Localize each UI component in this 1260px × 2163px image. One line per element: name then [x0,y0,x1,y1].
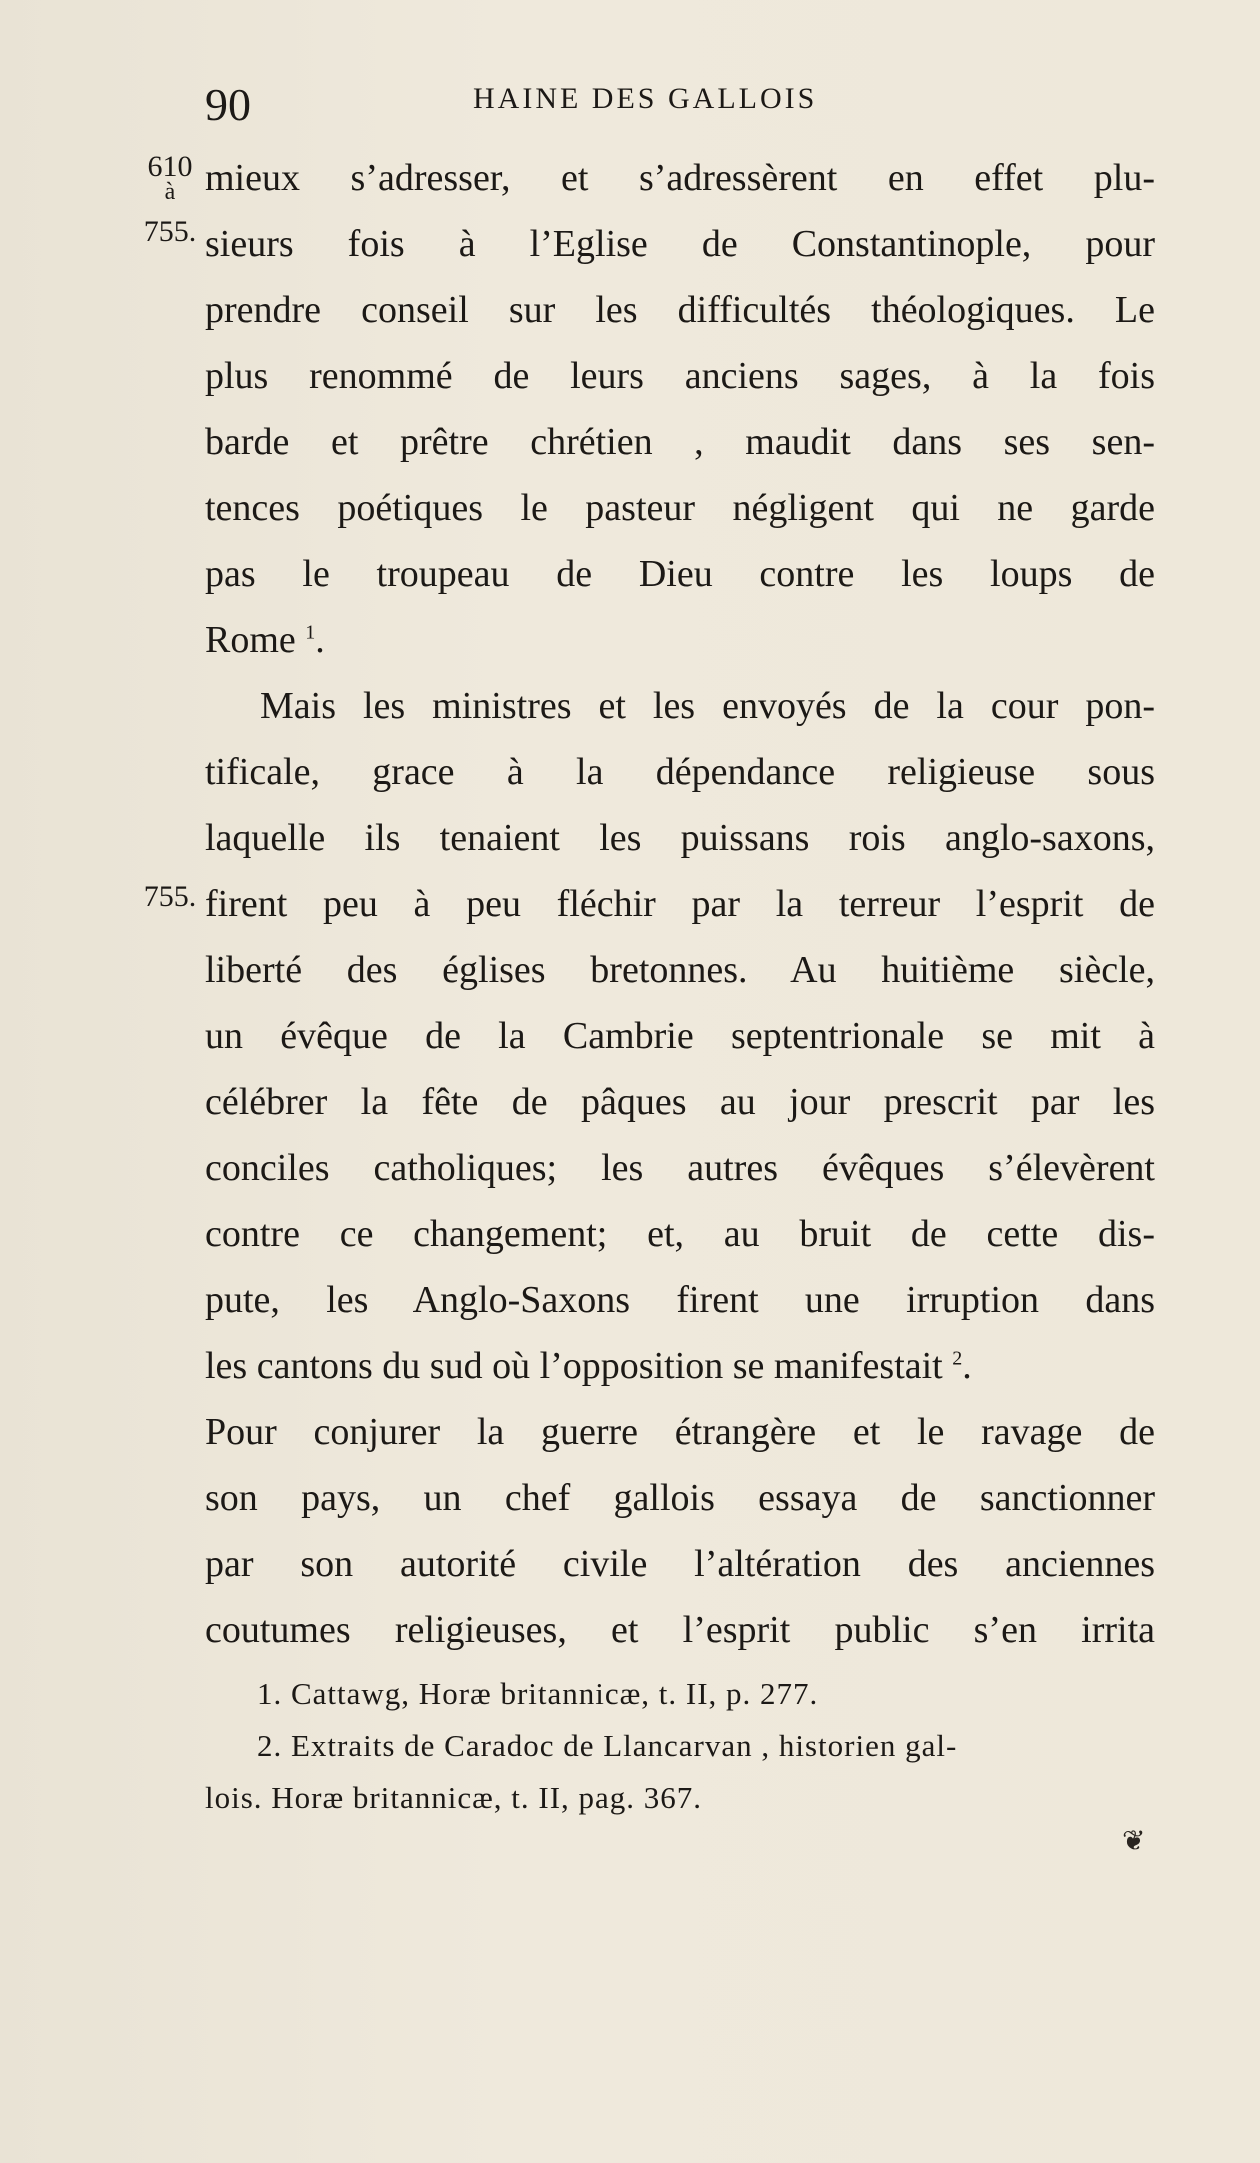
text-line: tificale, grace à la dépendance religieuse sous [205,751,1155,793]
text-line-paragraph-start: Mais les ministres et les envoyés de la cour pon- [260,685,1155,727]
footnote-ref-2: 2 [952,1347,963,1370]
text-line: firent peu à peu fléchir par la terreur l’esprit de [205,883,1155,925]
text-line: tences poétiques le pasteur négligent qui ne garde [205,487,1155,529]
page-number: 90 [205,79,251,130]
footnote-ref-1: 1 [305,621,316,644]
footnotes [205,1668,1155,1824]
text-line: contre ce changement; et, au bruit de cette dis- [205,1213,1155,1255]
text-line: coutumes religieuses, et l’esprit public s’en irrita [205,1609,1155,1651]
text-line-with-note [205,1333,1155,1399]
text-line-end-paragraph [205,607,1155,673]
text-line: Pour conjurer la guerre étrangère et le ravage de [205,1411,1155,1453]
text-line: célébrer la fête de pâques au jour prescrit par les [205,1081,1155,1123]
text-line: prendre conseil sur les difficultés théologiques. Le [205,289,1155,331]
text-line-text: les cantons du sud où l’opposition se manifestait [205,1345,943,1387]
footnote-1: 1. Cattawg, Horæ britannicæ, t. II, p. 277. [257,1676,819,1711]
running-title: HAINE DES GALLOIS [473,82,818,115]
text-line: barde et prêtre chrétien , maudit dans ses sen- [205,421,1155,463]
text-line: pute, les Anglo-Saxons firent une irruption dans [205,1279,1155,1321]
text-line: mieux s’adresser, et s’adressèrent en effet plu- [205,157,1155,199]
text-line: laquelle ils tenaient les puissans rois anglo-saxons, [205,817,1155,859]
fleuron-ornament: ❦ [1122,1826,1146,1857]
text-line: conciles catholiques; les autres évêques s’élevèrent [205,1147,1155,1189]
margin-date-join: à [164,179,176,205]
margin-date-start: 610 [147,150,193,183]
text-line: un évêque de la Cambrie septentrionale se mit à [205,1015,1155,1057]
margin-date-end: 755. [143,215,197,248]
footnote-ref-2-period: . [962,1345,972,1387]
footnote-2-continued: lois. Horæ britannicæ, t. II, pag. 367. [205,1780,703,1815]
text-line: liberté des églises bretonnes. Au huitième siècle, [205,949,1155,991]
margin-date-second: 755. [143,880,197,913]
body-text [205,145,1155,1663]
text-line: son pays, un chef gallois essaya de sanctionner [205,1477,1155,1519]
text-line: par son autorité civile l’altération des anciennes [205,1543,1155,1585]
text-line: sieurs fois à l’Eglise de Constantinople, pour [205,223,1155,265]
text-line-end-text: Rome [205,619,296,661]
text-line: plus renommé de leurs anciens sages, à la fois [205,355,1155,397]
page-header [205,70,1155,130]
text-line: pas le troupeau de Dieu contre les loups de [205,553,1155,595]
footnote-2: 2. Extraits de Caradoc de Llancarvan , historien gal- [257,1728,958,1763]
footnote-ref-1-period: . [315,619,325,661]
